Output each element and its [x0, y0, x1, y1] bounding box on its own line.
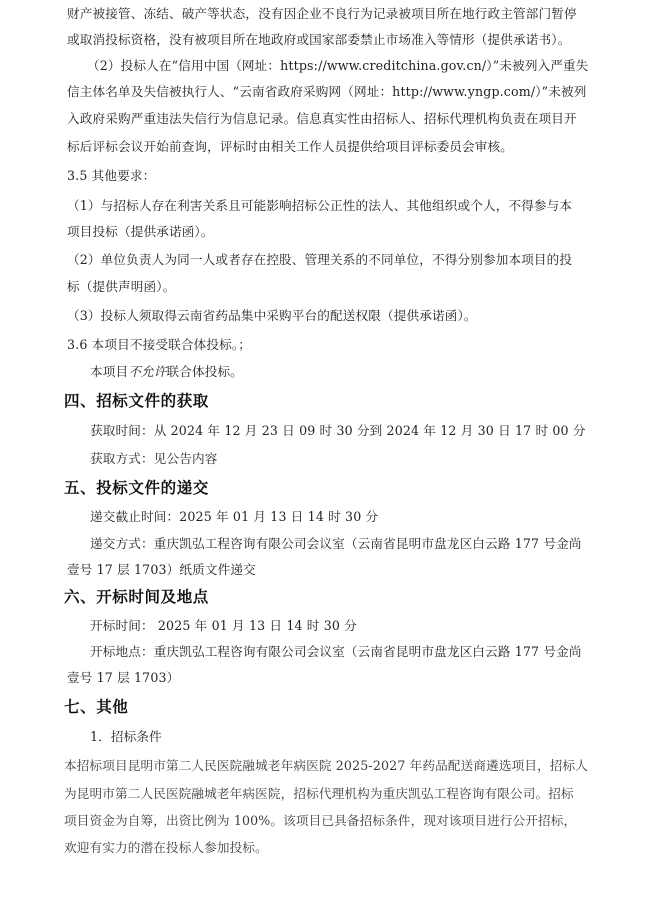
section-heading-7: 七、其他: [64, 698, 129, 716]
tender-conditions-line-3: 项目资金为自筹，出资比例为 100%。该项目已具备招标条件，现对该项目进行公开招标，: [64, 813, 577, 828]
opening-place-line-1: 开标地点：重庆凯弘工程咨询有限公司会议室（云南省昆明市盘龙区白云路 177 号金尚: [90, 644, 582, 659]
requirement-1-line-1: （1）与招标人存在利害关系且可能影响招标公正性的法人、其他组织或个人，不得参与本: [67, 198, 573, 213]
section-heading-4: 四、招标文件的获取: [64, 392, 209, 410]
obtain-time: 获取时间：从 2024 年 12 月 23 日 09 时 30 分到 2024 年 12 月 30 日 17 时 00 分: [90, 423, 586, 438]
para-credit-line-2: 信主体名单及失信被执行人、“云南省政府采购网（网址：http://www.yngp.com/）”未被列: [67, 84, 587, 99]
section-3-5-heading: 3.5 其他要求：: [67, 168, 156, 183]
joint-bid-prefix: 本项目: [90, 364, 129, 379]
tender-conditions-line-2: 为昆明市第二人民医院融城老年病医院，招标代理机构为重庆凯弘工程咨询有限公司。招标: [64, 786, 574, 801]
opening-time: 开标时间： 2025 年 01 月 13 日 14 时 30 分: [90, 618, 357, 633]
joint-bid-suffix: 联合体投标。: [166, 364, 243, 379]
tender-conditions-line-1: 本招标项目昆明市第二人民医院融城老年病医院 2025-2027 年药品配送商遴选项目，招标人: [64, 758, 589, 773]
section-3-6-heading: 3.6 本项目不接受联合体投标。；: [67, 337, 252, 352]
obtain-method: 获取方式：见公告内容: [90, 451, 218, 466]
opening-place-line-2: 壹号 17 层 1703）: [67, 670, 180, 685]
submit-method-line-2: 壹号 17 层 1703）纸质文件递交: [67, 562, 256, 577]
tender-conditions-heading: 1．招标条件: [90, 729, 162, 744]
joint-bid-not-allowed: 不允许: [128, 364, 167, 379]
section-heading-6: 六、开标时间及地点: [64, 588, 209, 606]
requirement-1-line-2: 项目投标（提供承诺函）。: [67, 224, 214, 239]
para-qualification-line-2: 或取消投标资格，没有被项目所在地政府或国家部委禁止市场准入等情形（提供承诺书）。: [67, 32, 571, 47]
para-credit-line-4: 标后评标会议开始前查询，评标时由相关工作人员提供给项目评标委员会审核。: [67, 139, 514, 154]
tender-conditions-line-4: 欢迎有实力的潜在投标人参加投标。: [64, 840, 268, 855]
submit-deadline: 递交截止时间：2025 年 01 月 13 日 14 时 30 分: [90, 509, 379, 524]
para-qualification-line-1: 财产被接管、冻结、破产等状态，没有因企业不良行为记录被项目所在地行政主管部门暂停: [67, 6, 577, 21]
requirement-3: （3）投标人须取得云南省药品集中采购平台的配送权限（提供承诺函）。: [67, 308, 477, 323]
section-heading-5: 五、投标文件的递交: [64, 479, 209, 497]
joint-bid-statement: [90, 363, 243, 381]
para-credit-line-3: 入政府采购严重违法失信行为信息记录。信息真实性由招标人、招标代理机构负责在项目开: [67, 111, 577, 126]
para-credit-line-1: （2）投标人在“信用中国（网址：https://www.creditchina.gov.cn/）”未被列入严重失: [87, 58, 589, 73]
requirement-2-line-2: 标（提供声明函）。: [67, 279, 176, 294]
requirement-2-line-1: （2）单位负责人为同一人或者存在控股、管理关系的不同单位，不得分别参加本项目的投: [67, 252, 573, 267]
submit-method-line-1: 递交方式：重庆凯弘工程咨询有限公司会议室（云南省昆明市盘龙区白云路 177 号金尚: [90, 536, 582, 551]
